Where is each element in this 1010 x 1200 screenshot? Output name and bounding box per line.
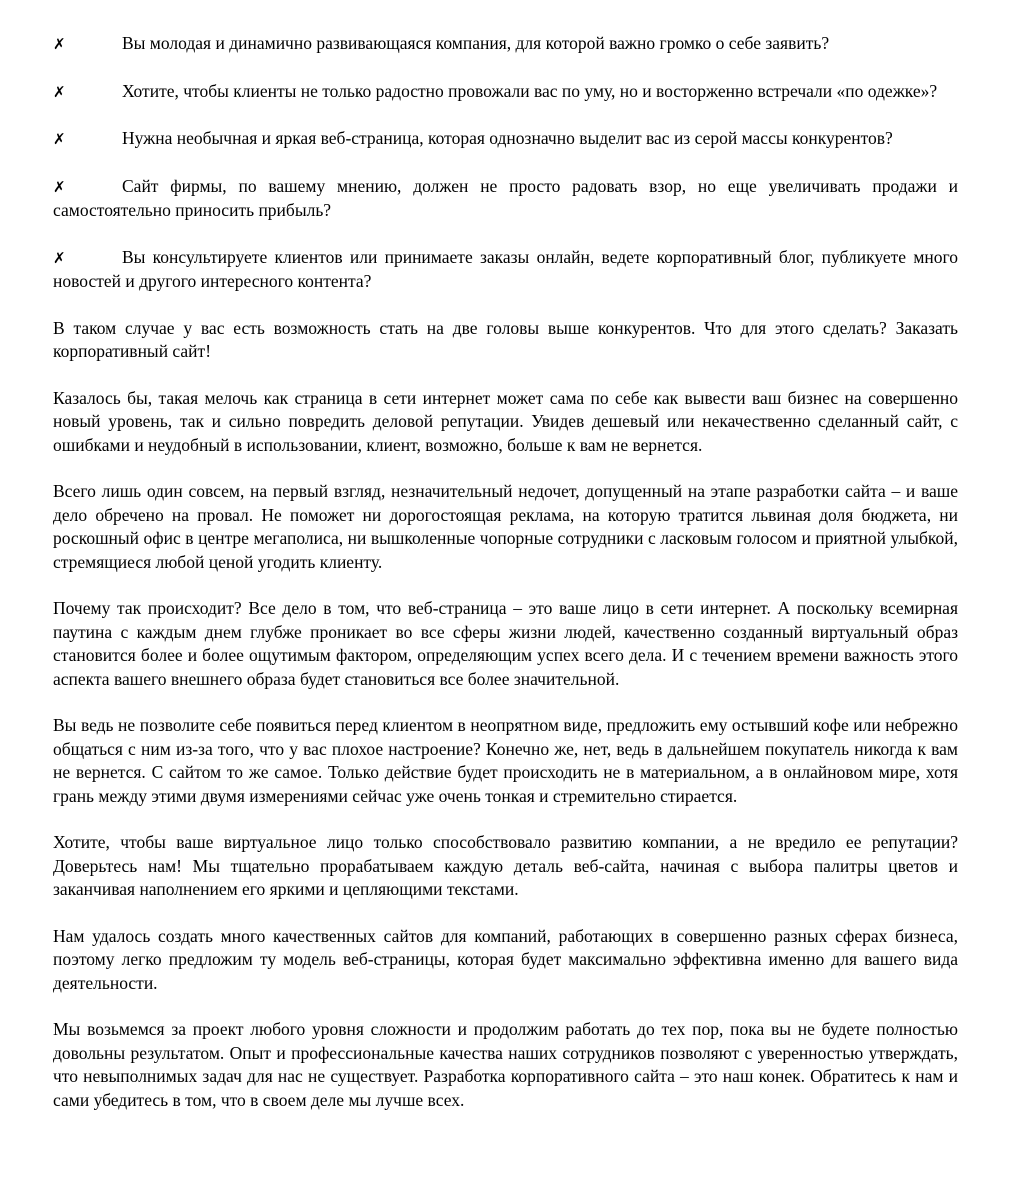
bullet-text: Вы молодая и динамично развивающаяся компания, для которой важно громко о себе заявить? bbox=[122, 33, 830, 53]
paragraph: Казалось бы, такая мелочь как страница в сети интернет может сама по себе как вывести ваш бизнес на совершенно новый уровень, так и сильно повредить деловой репутации. Увидев дешевый или некачественно сделанный сайт, с ошибками и неудобный в использовании, клиент, возможно, больше к вам не вернется. bbox=[53, 387, 958, 455]
bullet-text: Нужна необычная и яркая веб-страница, которая однозначно выделит вас из серой массы конкурентов? bbox=[122, 128, 893, 148]
paragraph: Вы ведь не позволите себе появиться перед клиентом в неопрятном виде, предложить ему остывший кофе или небрежно общаться с ним из-за того, что у вас плохое настроение? Конечно же, нет, ведь в дальнейшем покупатель никогда к вам не вернется. С сайтом то же самое. Только действие будет происходить не в материальном, а в онлайновом мире, хотя грань между этими двумя измерениями сейчас уже очень тонкая и стремительно стирается. bbox=[53, 715, 958, 806]
bullet-item bbox=[53, 32, 958, 57]
paragraph: Всего лишь один совсем, на первый взгляд, незначительный недочет, допущенный на этапе разработки сайта – и ваше дело обречено на провал. Не поможет ни дорогостоящая реклама, на которую тратится львиная доля бюджета, ни роскошный офис в центре мегаполиса, ни вышколенные чопорные сотрудники с ласковым голосом и приятной улыбкой, стремящиеся любой ценой угодить клиенту. bbox=[53, 481, 958, 572]
ballot-x-icon: ✗ bbox=[53, 35, 66, 53]
ballot-x-icon: ✗ bbox=[53, 248, 66, 267]
ballot-x-icon: ✗ bbox=[53, 82, 66, 101]
bullet-text: Вы консультируете клиентов или принимаете заказы онлайн, ведете корпоративный блог, публикуете много новостей и другого интересного контента? bbox=[53, 246, 958, 291]
paragraph: Нам удалось создать много качественных сайтов для компаний, работающих в совершенно разных сферах бизнеса, поэтому легко предложим ту модель веб-страницы, которая будет максимально эффективна именно для вашего вида деятельности. bbox=[53, 925, 958, 993]
paragraph: Почему так происходит? Все дело в том, что веб-страница – это ваше лицо в сети интернет. А поскольку всемирная паутина с каждым днем глубже проникает во все сферы жизни людей, качественно созданный виртуальный образ становится более и более ощутимым фактором, определяющим успех всего дела. И с течением времени важность этого аспекта вашего внешнего образа будет становиться все более значительной. bbox=[53, 598, 958, 689]
bullet-text: Сайт фирмы, по вашему мнению, должен не просто радовать взор, но еще увеличивать продажи и самостоятельно приносить прибыль? bbox=[53, 175, 958, 220]
ballot-x-icon: ✗ bbox=[53, 130, 66, 148]
paragraph: Хотите, чтобы ваше виртуальное лицо только способствовало развитию компании, а не вредило ее репутации? Доверьтесь нам! Мы тщательно прорабатываем каждую деталь веб-сайта, начиная с выбора палитры цветов и заканчивая наполнением его яркими и цепляющими текстами. bbox=[53, 832, 958, 899]
paragraph: В таком случае у вас есть возможность стать на две головы выше конкурентов. Что для этого сделать? Заказать корпоративный сайт! bbox=[53, 317, 958, 361]
paragraph: Мы возьмемся за проект любого уровня сложности и продолжим работать до тех пор, пока вы не будете полностью довольны результатом. Опыт и профессиональные качества наших сотрудников позволяют с уверенностью утверждать, что невыполнимых задач для нас не существует. Разработка корпоративного сайта – это наш конек. Обратитесь к нам и сами убедитесь в том, что в своем деле мы лучше всех. bbox=[53, 1019, 958, 1110]
bullet-item bbox=[53, 127, 958, 152]
ballot-x-icon: ✗ bbox=[53, 177, 66, 196]
bullet-item bbox=[53, 175, 958, 223]
bullet-item bbox=[53, 246, 958, 294]
bullet-item bbox=[53, 80, 958, 105]
bullet-text: Хотите, чтобы клиенты не только радостно провожали вас по уму, но и восторженно встречали «по одежке»? bbox=[122, 80, 938, 101]
